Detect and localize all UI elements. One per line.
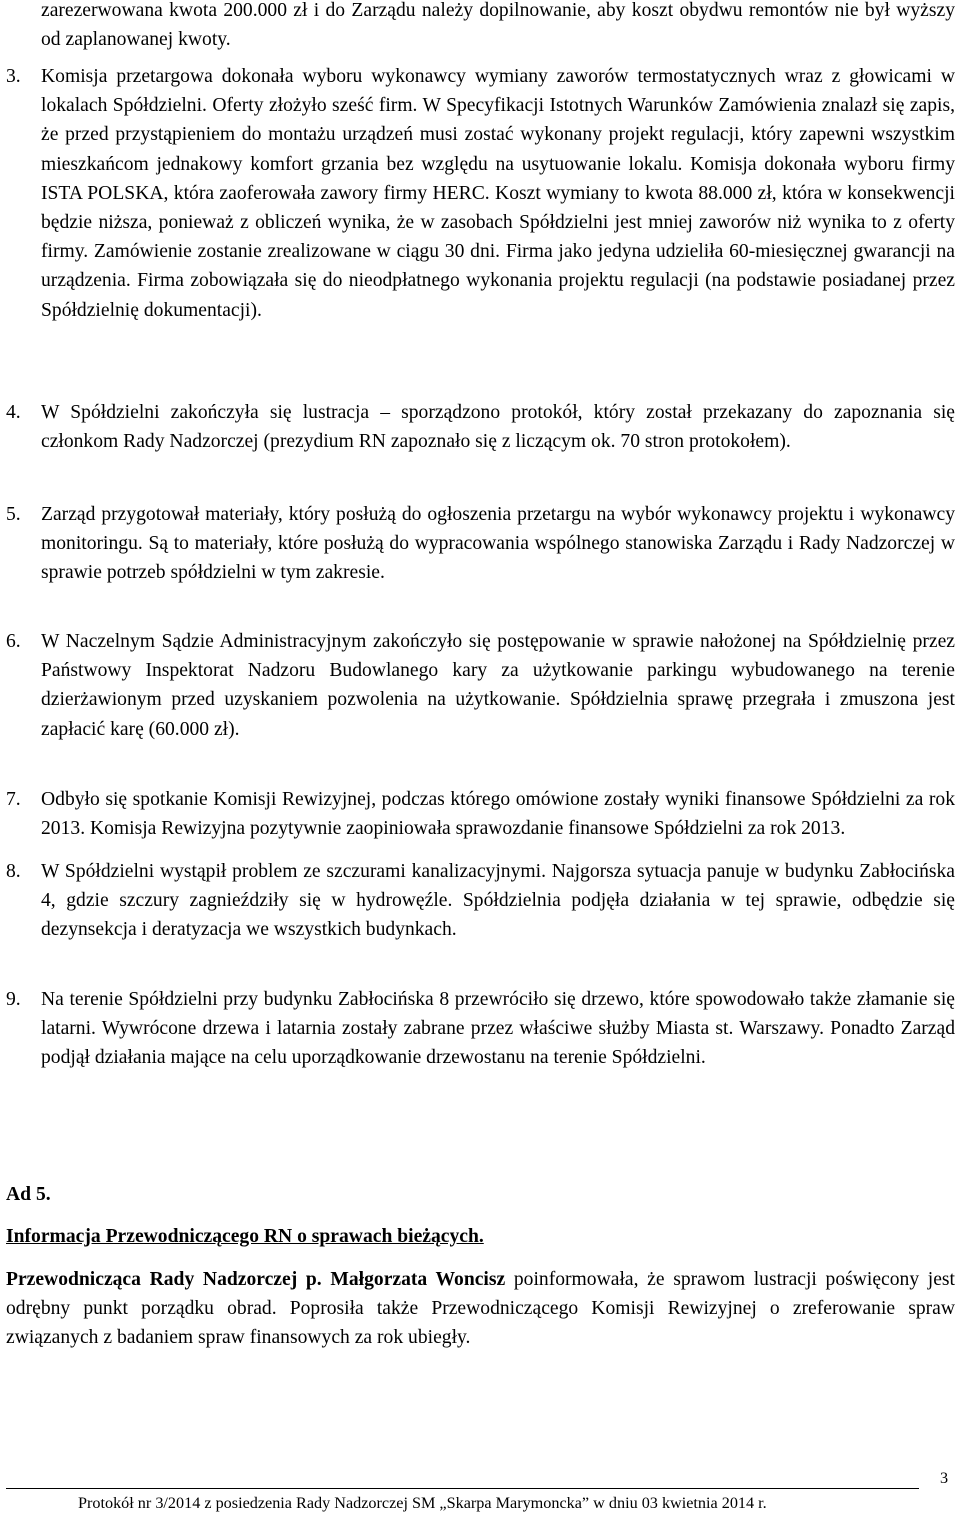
- final-paragraph-text: poinformowała, że sprawom lustracji poświęcony jest odrębny punkt porządku obrad. Poprosiła także Przewodniczącego Komisji Rewizyjnej o zreferowanie spraw związanych z badaniem spraw finansowych za rok ubiegły.: [6, 1269, 956, 1349]
- agenda-item-label: Ad 5.: [6, 1184, 51, 1205]
- list-item-number: 4.: [6, 402, 21, 423]
- list-item-text: W Spółdzielni wystąpił problem ze szczurami kanalizacyjnymi. Najgorsza sytuacja panuje w budynku Zabłocińska 4, gdzie szczury zagnieździły się w hydrowęźle. Spółdzielnia podjęła działania w tej sprawie, odbędzie się dezynsekcja i deratyzacja we wszystkich budynkach.: [41, 861, 955, 941]
- list-item-number: 9.: [6, 989, 21, 1010]
- footer-divider: [6, 1488, 919, 1489]
- list-item-text: W Naczelnym Sądzie Administracyjnym zakończyło się postępowanie w sprawie nałożonej na Spółdzielnię przez Państwowy Inspektorat Nadzoru Budowlanego kary za użytkowanie parkingu wybudowanego na terenie dzierżawionym przed uzyskaniem pozwolenia na użytkowanie. Spółdzielnia sprawę przegrała i zmuszona jest zapłacić karę (60.000 zł).: [41, 631, 955, 740]
- list-item-number: 3.: [6, 66, 21, 87]
- list-item-number: 8.: [6, 861, 21, 882]
- list-item-number: 5.: [6, 504, 21, 525]
- list-item-number: 7.: [6, 789, 21, 810]
- list-item-text: Na terenie Spółdzielni przy budynku Zabłocińska 8 przewróciło się drzewo, które spowodowało także złamanie się latarni. Wywrócone drzewa i latarnia zostały zabrane przez właściwe służby Miasta st. Warszawy. Ponadto Zarząd podjął działania mające na celu uporządkowanie drzewostanu na terenie Spółdzielni.: [41, 989, 955, 1069]
- list-item-text: Komisja przetargowa dokonała wyboru wykonawcy wymiany zaworów termostatycznych wraz z głowicami w lokalach Spółdzielni. Oferty złożyło sześć firm. W Specyfikacji Istotnych Warunków Zamówienia znalazł się zapis, że przed przystąpieniem do montażu urządzeń musi zostać wykonany projekt regulacji, który zapewni wszystkim mieszkańcom jednakowy komfort grzania bez względu na usytuowanie lokalu. Komisja dokonała wyboru firmy ISTA POLSKA, która zaoferowała zawory firmy HERC. Koszt wymiany to kwota 88.000 zł, która w konsekwencji będzie niższa, ponieważ z obliczeń wynika, że w zasobach Spółdzielni jest mniej zaworów niż wynika to z oferty firmy. Zamówienie zostanie zrealizowane w ciągu 30 dni. Firma jako jedyna udzieliła 60-miesięcznej gwarancji na urządzenia. Firma zobowiązała się do nieodpłatnego wykonania projektu regulacji (na podstawie posiadanej przez Spółdzielnię dokumentacji).: [41, 66, 955, 321]
- list-item-number: 6.: [6, 631, 21, 652]
- list-item-text: W Spółdzielni zakończyła się lustracja – sporządzono protokół, który został przekazany do zapoznania się członkom Rady Nadzorczej (prezydium RN zapoznało się z liczącym ok. 70 stron protokołem).: [41, 402, 955, 453]
- speaker-name: Przewodnicząca Rady Nadzorczej p. Małgorzata Woncisz: [6, 1269, 506, 1290]
- list-item-text: Zarząd przygotował materiały, który posłużą do ogłoszenia przetargu na wybór wykonawcy projektu i wykonawcy monitoringu. Są to materiały, które posłużą do wypracowania wspólnego stanowiska Zarządu i Rady Nadzorczej w sprawie potrzeb spółdzielni w tym zakresie.: [41, 504, 955, 584]
- page-number: 3: [940, 1469, 949, 1487]
- list-item-text: Odbyło się spotkanie Komisji Rewizyjnej, podczas którego omówione zostały wyniki finansowe Spółdzielni za rok 2013. Komisja Rewizyjna pozytywnie zaopiniowała sprawozdanie finansowe Spółdzielni za rok 2013.: [41, 789, 955, 840]
- final-paragraph: [6, 1265, 955, 1353]
- footer-text: Protokół nr 3/2014 z posiedzenia Rady Nadzorczej SM „Skarpa Marymoncka” w dniu 03 kwietnia 2014 r.: [78, 1494, 767, 1512]
- continuation-paragraph: zarezerwowana kwota 200.000 zł i do Zarządu należy dopilnowanie, aby koszt obydwu remontów nie był wyższy od zaplanowanej kwoty.: [41, 0, 955, 51]
- section-heading: Informacja Przewodniczącego RN o sprawach bieżących.: [6, 1226, 484, 1247]
